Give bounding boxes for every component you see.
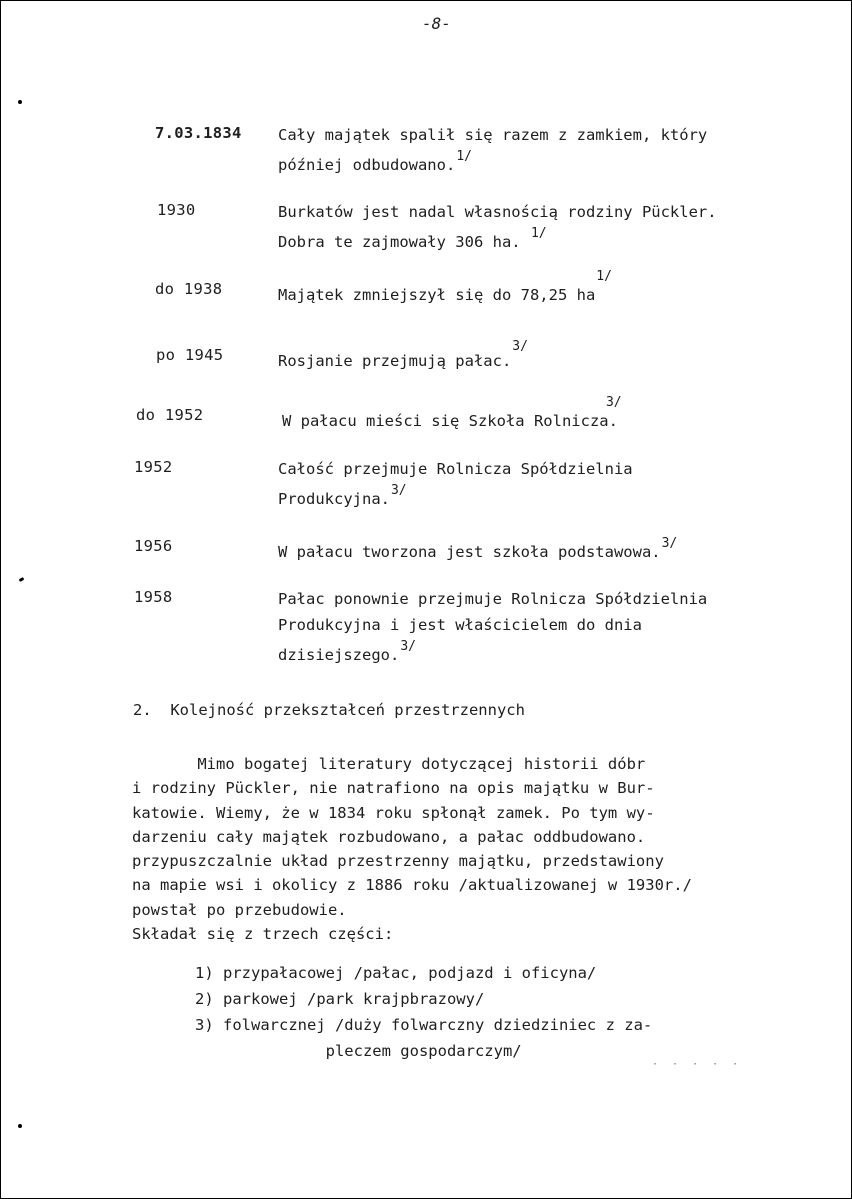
punch-hole-top — [18, 100, 22, 104]
paragraph-line: powstał po przebudowie. — [132, 900, 347, 919]
paragraph-line: Mimo bogatej literatury dotyczącej historii dóbr — [132, 755, 646, 773]
timeline-text: W pałacu mieści się Szkoła Rolnicza.$^{3/}$ — [282, 395, 622, 431]
timeline-text: Majątek zmniejszył się do 78,25 ha$^{1/}$ — [278, 269, 612, 305]
section-heading — [133, 701, 525, 719]
section-title: Kolejność przekształceń przestrzennych — [170, 701, 525, 719]
footnote-ref: 3/ — [400, 639, 416, 654]
timeline-date: 1958 — [134, 588, 173, 606]
stray-marks: · · · · · — [652, 1059, 743, 1070]
timeline-text: Rosjanie przejmują pałac.$^{3/}$ — [278, 339, 528, 371]
footnote-ref: 3/ — [390, 483, 407, 498]
timeline-date: 1952 — [134, 458, 173, 476]
paragraph-line: Składał się z trzech części: — [132, 925, 394, 944]
page-number: -8- — [422, 14, 451, 33]
list-item: 1) przypałacowej /pałac, podjazd i oficyna/ — [195, 964, 597, 982]
footnote-ref: 3/ — [605, 395, 622, 410]
footnote-ref: 3/ — [512, 339, 528, 354]
footnote-ref: 3/ — [661, 536, 678, 551]
section-number: 2. — [133, 701, 152, 719]
timeline-text: Cały majątek spalił się razem z zamkiem, który później odbudowano.$^{1/}$ — [278, 126, 708, 175]
punch-hole-bottom — [18, 1124, 22, 1128]
timeline-date: po 1945 — [156, 346, 224, 364]
paragraph-line: darzeniu cały majątek rozbudowano, a pałac oddbudowano. — [132, 827, 646, 846]
body-paragraph — [132, 752, 692, 946]
parts-list — [195, 960, 652, 1064]
paragraph-line: i rodziny Pückler, nie natrafiono na opis majątku w Bur- — [132, 779, 655, 798]
paragraph-line: na mapie wsi i okolicy z 1886 roku /aktualizowanej w 1930r./ — [132, 876, 692, 895]
footnote-ref: 1/ — [596, 269, 612, 284]
paragraph-line: katowie. Wiemy, że w 1834 roku spłonął zamek. Po tym wy- — [132, 803, 655, 822]
timeline-text: Burkatów jest nadal własnością rodziny Pückler. Dobra te zajmowały 306 ha. $^{1/}$ — [278, 203, 717, 252]
timeline-text: Całość przejmuje Rolnicza Spółdzielnia Produkcyjna.$^{3/}$ — [278, 460, 633, 509]
timeline-date: 1930 — [157, 201, 196, 219]
list-item: pleczem gospodarczym/ — [195, 1042, 522, 1060]
list-item: 3) folwarcznej /duży folwarczny dziedziniec z za- — [195, 1016, 653, 1034]
timeline-date: do 1938 — [155, 280, 223, 298]
timeline-text: Pałac ponownie przejmuje Rolnicza Spółdzielnia Produkcyjna i jest właścicielem do dnia dzisiejszego.$^{3/}$ — [278, 590, 708, 665]
footnote-ref: 1/ — [456, 149, 472, 164]
footnote-ref: 1/ — [530, 226, 547, 241]
timeline-date: do 1952 — [136, 406, 204, 424]
timeline-text: W pałacu tworzona jest szkoła podstawowa.$^{3/}$ — [278, 536, 678, 562]
timeline-date: 1956 — [134, 537, 173, 555]
list-item: 2) parkowej /park krajpbrazowy/ — [195, 990, 485, 1008]
timeline-date: 7.03.1834 — [155, 124, 242, 142]
paragraph-line: przypuszczalnie układ przestrzenny majątku, przedstawiony — [132, 852, 664, 871]
